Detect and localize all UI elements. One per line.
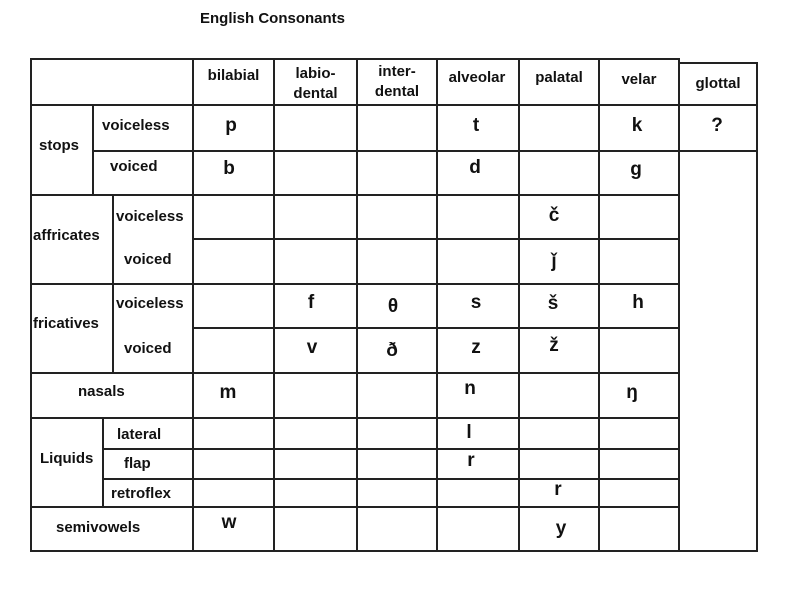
symbol-s-hacek: š	[547, 293, 559, 314]
grid-line	[102, 448, 680, 450]
symbol-z: z	[471, 337, 481, 358]
grid-line	[273, 58, 275, 552]
col-header-alveolar: alveolar	[448, 69, 506, 86]
symbol-f: f	[307, 292, 315, 313]
symbol-t: t	[472, 115, 480, 136]
symbol-theta: θ	[387, 296, 399, 317]
subrow-label-fricatives-voiced: voiced	[124, 340, 172, 357]
grid-line	[30, 104, 758, 106]
symbol-glottal-stop: ?	[711, 115, 723, 136]
subrow-label-flap: flap	[124, 455, 151, 472]
row-label-liquids: Liquids	[40, 450, 94, 467]
symbol-h: h	[632, 292, 644, 313]
grid-line	[102, 478, 680, 480]
symbol-z-hacek: ž	[549, 335, 559, 356]
subrow-label-stops-voiced: voiced	[110, 158, 158, 175]
symbol-b: b	[223, 158, 235, 179]
subrow-label-stops-voiceless: voiceless	[102, 117, 170, 134]
grid-line	[30, 506, 680, 508]
grid-line	[30, 372, 680, 374]
grid-line	[30, 417, 680, 419]
grid-line	[678, 58, 680, 552]
subrow-label-affricates-voiceless: voiceless	[116, 208, 184, 225]
symbol-d: d	[469, 157, 481, 178]
symbol-r-flap: r	[467, 450, 475, 471]
symbol-r-retroflex: r	[554, 479, 562, 500]
row-label-fricatives: fricatives	[33, 315, 99, 332]
col-header-interdental-line2: dental	[374, 83, 420, 100]
grid-line	[30, 194, 680, 196]
symbol-n: n	[464, 378, 476, 399]
row-label-stops: stops	[39, 137, 80, 154]
grid-line	[30, 58, 680, 60]
col-header-labiodental-line2: dental	[293, 85, 338, 102]
symbol-j-hacek: ǰ	[551, 251, 557, 272]
subrow-label-fricatives-voiceless: voiceless	[116, 295, 184, 312]
symbol-w: w	[221, 512, 237, 533]
row-label-nasals: nasals	[78, 383, 125, 400]
subrow-label-retroflex: retroflex	[111, 485, 172, 502]
grid-line	[678, 62, 758, 64]
grid-line	[436, 58, 438, 552]
col-header-interdental-line1: inter-	[378, 63, 416, 80]
symbol-v: v	[306, 337, 318, 358]
grid-line	[92, 104, 94, 194]
col-header-glottal: glottal	[695, 75, 741, 92]
symbol-s: s	[470, 292, 482, 313]
grid-line	[30, 283, 680, 285]
row-label-affricates: affricates	[33, 227, 100, 244]
symbol-m: m	[219, 382, 237, 403]
grid-line	[112, 194, 114, 372]
col-header-labiodental-line1: labio-	[295, 65, 336, 82]
grid-line	[598, 58, 600, 552]
symbol-p: p	[225, 115, 237, 136]
grid-line	[102, 417, 104, 506]
symbol-c-hacek: č	[548, 205, 560, 226]
col-header-palatal: palatal	[535, 69, 583, 86]
subrow-label-lateral: lateral	[117, 426, 162, 443]
symbol-g: g	[630, 159, 642, 180]
symbol-eth: ð	[386, 340, 398, 361]
subrow-label-affricates-voiced: voiced	[124, 251, 172, 268]
grid-line	[30, 550, 758, 552]
grid-line	[518, 58, 520, 552]
col-header-bilabial: bilabial	[207, 67, 260, 84]
symbol-eng: ŋ	[626, 382, 638, 403]
grid-line	[356, 58, 358, 552]
symbol-l: l	[466, 422, 472, 443]
col-header-velar: velar	[621, 71, 657, 88]
grid-line	[756, 62, 758, 552]
symbol-k: k	[631, 115, 643, 136]
grid-line	[30, 58, 32, 552]
row-label-semivowels: semivowels	[56, 519, 141, 536]
symbol-y: y	[555, 518, 567, 539]
page-title: English Consonants	[200, 10, 346, 27]
grid-line	[192, 58, 194, 552]
